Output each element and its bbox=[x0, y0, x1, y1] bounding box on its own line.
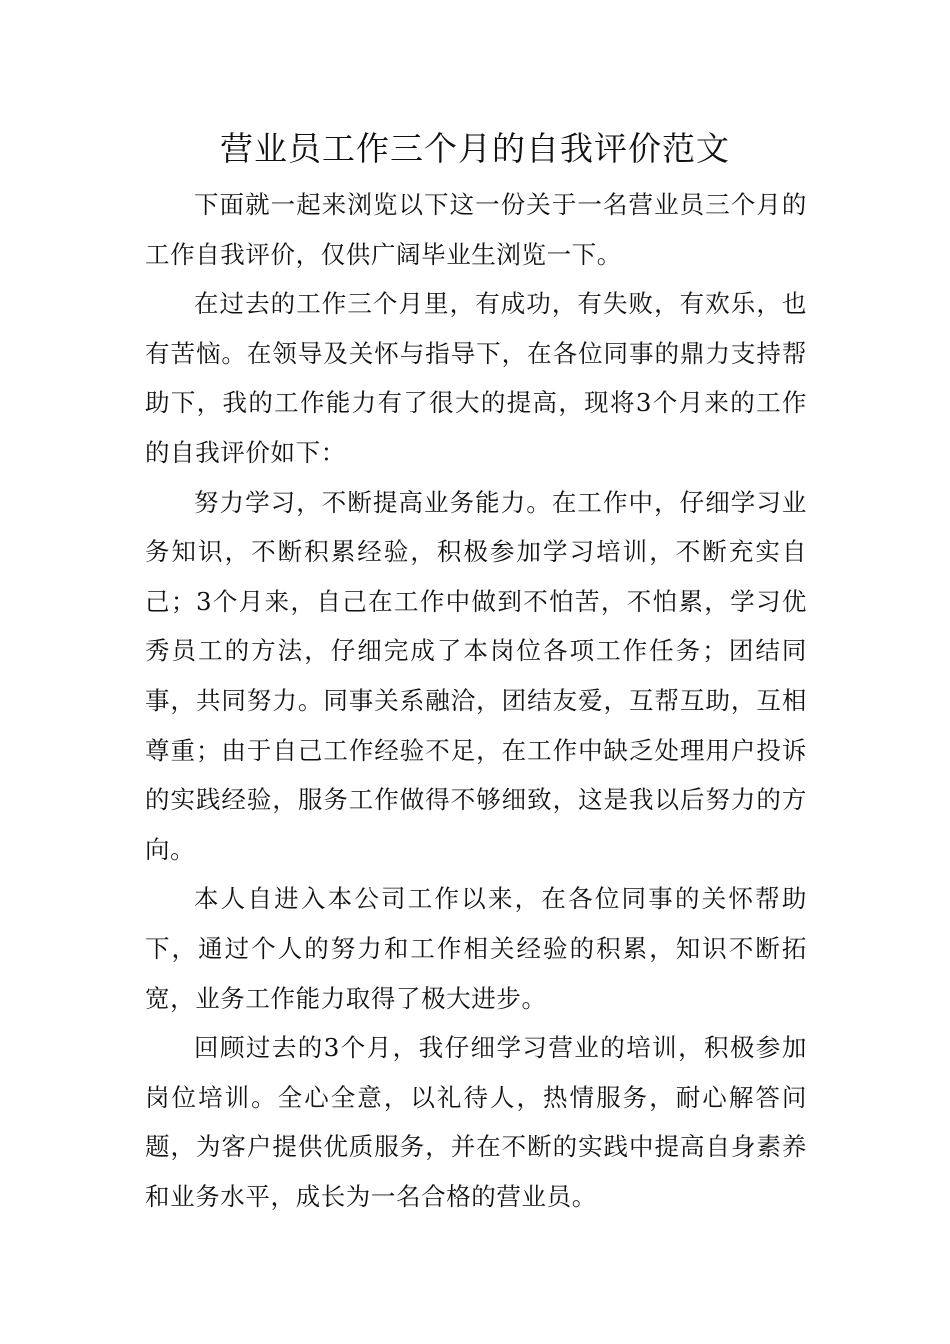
paragraph-study: 努力学习，不断提高业务能力。在工作中，仔细学习业务知识，不断积累经验，积极参加学习培训，不断充实自己；3个月来，自己在工作中做到不怕苦，不怕累，学习优秀员工的方法，仔细完成了本岗位各项工作任务；团结同事，共同努力。同事关系融洽，团结友爱，互帮互助，互相尊重；由于自己工作经验不足，在工作中缺乏处理用户投诉的实践经验，服务工作做得不够细致，这是我以后努力的方向。 bbox=[145, 487, 807, 864]
paragraph-progress: 本人自进入本公司工作以来，在各位同事的关怀帮助下，通过个人的努力和工作相关经验的积累，知识不断拓宽，业务工作能力取得了极大进步。 bbox=[145, 884, 807, 1013]
paragraph-intro: 下面就一起来浏览以下这一份关于一名营业员三个月的工作自我评价，仅供广阔毕业生浏览一下。 bbox=[145, 190, 807, 269]
paragraph-review: 回顾过去的3个月，我仔细学习营业的培训，积极参加岗位培训。全心全意，以礼待人，热情服务，耐心解答问题，为客户提供优质服务，并在不断的实践中提高自身素养和业务水平，成长为一名合格的营业员。 bbox=[145, 1033, 807, 1211]
paragraph-overview: 在过去的工作三个月里，有成功，有失败，有欢乐，也有苦恼。在领导及关怀与指导下，在各位同事的鼎力支持帮助下，我的工作能力有了很大的提高，现将3个月来的工作的自我评价如下： bbox=[145, 289, 807, 467]
document-title: 营业员工作三个月的自我评价范文 bbox=[220, 129, 730, 168]
document-body bbox=[145, 180, 807, 1221]
